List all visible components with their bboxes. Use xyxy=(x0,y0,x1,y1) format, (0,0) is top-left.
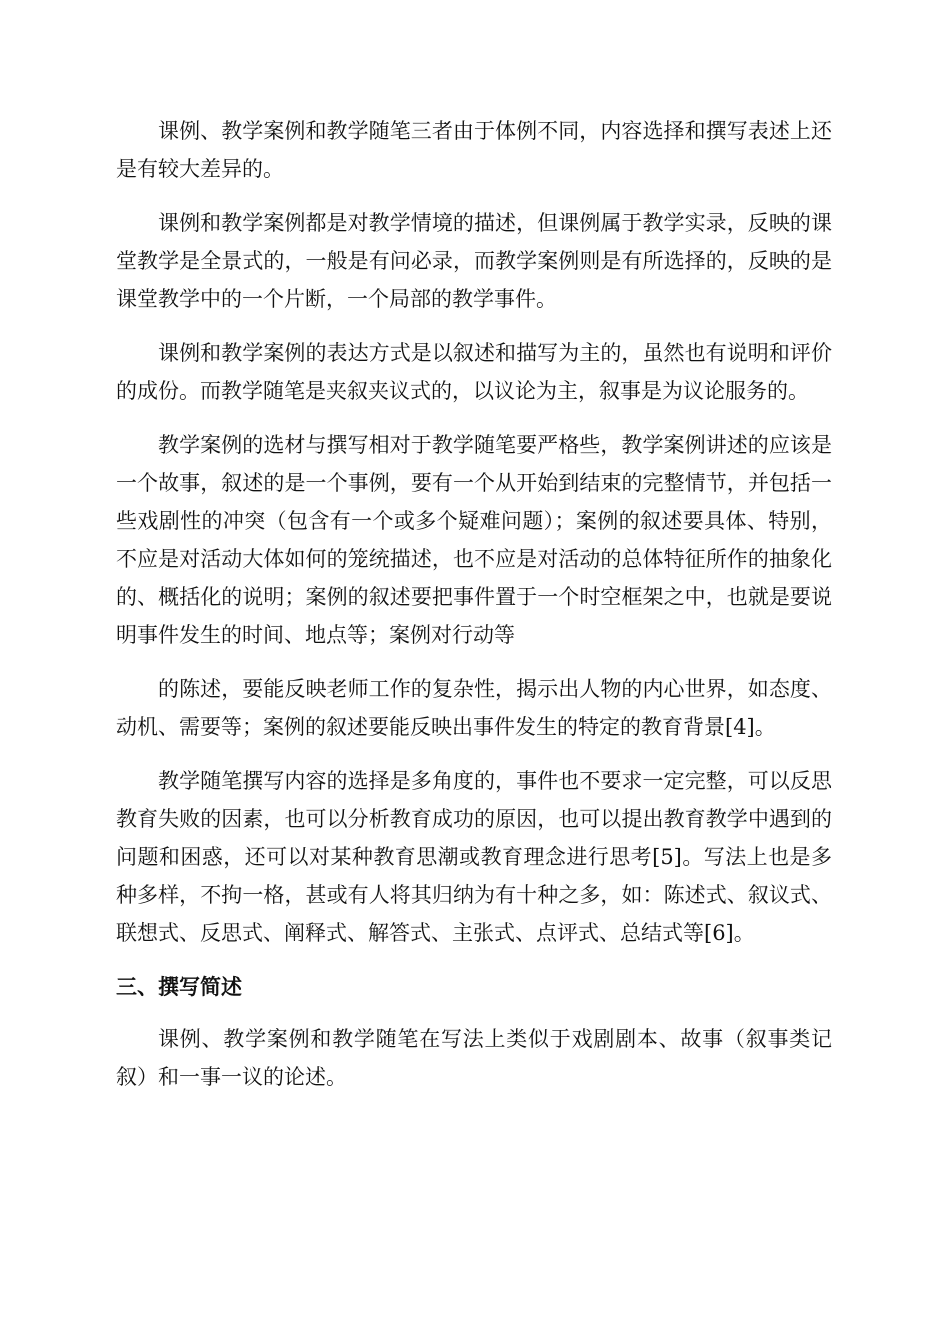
section-heading: 三、撰写简述 xyxy=(116,975,242,999)
paragraph-2: 课例和教学案例都是对教学情境的描述，但课例属于教学实录，反映的课堂教学是全景式的，一般是有问必录，而教学案例则是有所选择的，反映的是课堂教学中的一个片断，一个局部的教学事件。 xyxy=(116,211,832,311)
section-paragraph: 课例、教学案例和教学随笔在写法上类似于戏剧剧本、故事（叙事类记叙）和一事一议的论述。 xyxy=(116,1027,832,1089)
paragraph-3: 课例和教学案例的表达方式是以叙述和描写为主的，虽然也有说明和评价的成份。而教学随笔是夹叙夹议式的，以议论为主，叙事是为议论服务的。 xyxy=(116,341,832,403)
paragraph-1: 课例、教学案例和教学随笔三者由于体例不同，内容选择和撰写表述上还是有较大差异的。 xyxy=(116,119,832,181)
paragraph-5: 的陈述，要能反映老师工作的复杂性，揭示出人物的内心世界，如态度、动机、需要等；案例的叙述要能反映出事件发生的特定的教育背景[4]。 xyxy=(116,677,832,739)
paragraph-4: 教学案例的选材与撰写相对于教学随笔要严格些，教学案例讲述的应该是一个故事，叙述的是一个事例，要有一个从开始到结束的完整情节，并包括一些戏剧性的冲突（包含有一个或多个疑难问题）；案例的叙述要具体、特别，不应是对活动大体如何的笼统描述，也不应是对活动的总体特征所作的抽象化的、概括化的说明；案例的叙述要把事件置于一个时空框架之中，也就是要说明事件发生的时间、地点等；案例对行动等 xyxy=(116,433,832,647)
paragraph-6: 教学随笔撰写内容的选择是多角度的，事件也不要求一定完整，可以反思教育失败的因素，也可以分析教育成功的原因，也可以提出教育教学中遇到的问题和困惑，还可以对某种教育思潮或教育理念进行思考[5]。写法上也是多种多样，不拘一格，甚或有人将其归纳为有十种之多，如：陈述式、叙议式、联想式、反思式、阐释式、解答式、主张式、点评式、总结式等[6]。 xyxy=(116,769,832,945)
document-body xyxy=(116,112,832,1112)
